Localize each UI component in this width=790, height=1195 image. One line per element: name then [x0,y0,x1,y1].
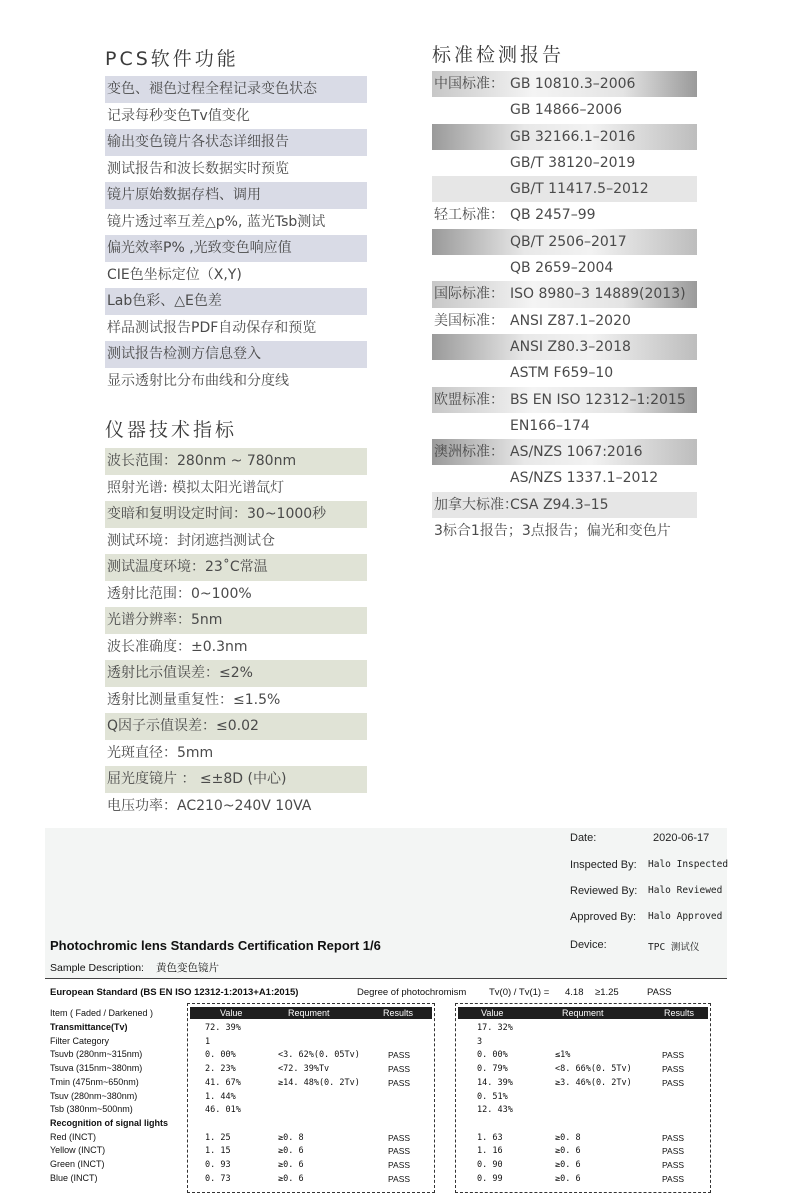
ratio-requirement: ≥1.25 [595,987,619,998]
cell-freq: ≥0. 6 [278,1146,304,1157]
cell-dres: PASS [662,1050,685,1061]
pcs-features-list [105,76,367,394]
cell-fv: 0. 73 [205,1173,231,1184]
standard-code: AS/NZS 1067:2016 [510,444,643,461]
pcs-feature-item: Lab色彩、△E色差 [105,288,367,315]
standard-code: CSA Z94.3–15 [510,496,609,513]
standard-row [432,387,697,413]
cell-dreq: ≥3. 46%(0. 2Tv) [555,1077,632,1088]
row-label: Tmin (475nm~650nm) [50,1076,139,1087]
ratio-value: 4.18 [565,987,584,998]
pcs-feature-item: 偏光效率P% ,光致变色响应值 [105,235,367,262]
item-header: Item ( Faded / Darkened ) [50,1008,154,1018]
cell-dres: PASS [662,1173,685,1184]
row-label: Red (INCT) [50,1131,97,1142]
spec-item: 波长范围：280nm ~ 780nm [105,448,367,475]
cell-fres: PASS [388,1132,411,1143]
pcs-feature-item: 测试报告和波长数据实时预览 [107,160,289,177]
standard-category: 欧盟标准： [434,391,504,408]
pcs-feature-item: 显示透射比分布曲线和分度线 [107,372,289,389]
standard-row [432,334,697,360]
cell-dv: 3 [477,1036,483,1047]
standard-category: 轻工标准： [434,207,504,224]
row-label: Blue (INCT) [50,1172,98,1183]
cell-dv: 12. 43% [477,1105,513,1116]
cell-fres: PASS [388,1064,411,1075]
standard-code: GB/T 38120–2019 [510,154,636,171]
standard-row [432,202,697,228]
cell-dv: 0. 51% [477,1091,508,1102]
cell-fv: 2. 23% [205,1064,236,1075]
cell-dv: 0. 00% [477,1050,508,1061]
standards-list [432,71,697,518]
cell-dres: PASS [662,1132,685,1143]
standard-code: GB 14866–2006 [510,102,623,119]
row-label: Green (INCT) [50,1159,105,1169]
cell-dres: PASS [662,1077,685,1088]
right-column [432,40,697,544]
cell-fres: PASS [388,1146,411,1157]
standard-code: BS EN ISO 12312–1:2015 [510,391,686,408]
spec-item: 透射比范围：0~100% [107,585,252,602]
spec-item: 测试环境：封闭遮挡测试仓 [107,532,275,549]
report-preview: Date: 2020-06-17 Inspected By: Halo Inspected Reviewed By: Halo Reviewed Approved By: Halo Approved Device: TPC 测试仪 Photochromic lens Standards Certification Report 1/6 Sample Description: 黄色变色镜片 European Standard (BS EN ISO 12312-1:2013+A1:2015) Degree of photochromism Tv(0) / Tv(1) = 4.18 ≥1.25 PASS Item ( Faded / Darkened ) Value Requment Results Value Requment Results Transmittance(Tv) 72. 39% 17. 32% Filter Category 1 3 Tsuvb (280nm~315nm) 0. 00% <3. 62%(0. 05Tv) PASS 0. 00% ≤1% PASS Tsuva (315nm~380nm) 2. 23% <72. 39%Tv PASS 0. 79% <8. 66%(0. 5Tv) PASS Tmin (475nm~650nm) 41. 67% ≥14. 48%(0. 2Tv) PASS 14. 39% ≥3. 46%(0. 2Tv) PASS Tsuv (280nm~380nm) 1. 44% 0. 51% Tsb (380nm~500nm) 46. 01% 12. 43% Recognition of signal lights Red (INCT) 1. 25 ≥0. 8 PASS 1. 63 ≥0. 8 PASS Yellow (INCT) 1. 15 ≥0. 6 PASS 1. 16 ≥0. 6 PASS Green (INCT) 0. 93 ≥0. 6 PASS 0. 90 ≥0. 6 PASS Blue (INCT) 0. 73 ≥0. 6 PASS 0. 99 ≥0. 6 PASS [45,828,727,1195]
cell-fres: PASS [388,1173,411,1184]
pcs-feature-item: 测试报告检测方信息登入 [105,341,367,368]
spec-item: 变暗和复明设定时间：30~1000秒 [105,501,367,528]
faded-header: Value Requment Results [190,1007,432,1019]
pcs-feature-item: 变色、褪色过程全程记录变色状态 [105,76,367,103]
standard-code: QB 2457–99 [510,207,596,224]
standard-row [432,229,697,255]
cell-fv: 1. 15 [205,1146,231,1157]
pcs-feature-item: CIE色坐标定位（X,Y) [107,266,242,283]
standard-code: GB/T 11417.5–2012 [510,181,649,198]
standard-code: ASTM F659–10 [510,365,614,382]
standard-row [432,255,697,281]
standard-row [432,124,697,150]
standard-code: QB/T 2506–2017 [510,233,627,250]
cell-freq: ≥0. 6 [278,1160,304,1170]
standard-row [432,308,697,334]
row-label: Tsuva (315nm~380nm) [50,1063,143,1074]
pcs-feature-item: 记录每秒变色Tv值变化 [107,107,250,124]
cell-fv: 1 [205,1036,211,1047]
row-label: Tsuvb (280nm~315nm) [50,1049,143,1060]
cell-freq: <3. 62%(0. 05Tv) [278,1050,360,1061]
standard-row [432,150,697,176]
ratio-result: PASS [647,987,672,998]
cell-fv: 72. 39% [205,1023,241,1033]
spec-item: 照射光谱: 模拟太阳光谱氙灯 [107,479,285,496]
standard-code: ANSI Z87.1–2020 [510,312,631,329]
left-column [105,44,367,819]
pcs-feature-item: 样品测试报告PDF自动保存和预览 [107,319,317,336]
specs-title: 仪器技术指标 [105,419,238,441]
cell-dv: 1. 16 [477,1146,503,1157]
standard-row [432,97,697,123]
standards-footer: 3标合1报告；3点报告；偏光和变色片 [434,523,671,540]
cell-dv: 17. 32% [477,1023,513,1033]
cell-freq: ≥0. 8 [278,1132,304,1143]
spec-item: 波长准确度：±0.3nm [107,638,248,655]
standard-category: 美国标准： [434,312,504,329]
cell-fres: PASS [388,1160,411,1170]
standards-title: 标准检测报告 [432,44,565,66]
cell-dv: 0. 79% [477,1064,508,1075]
row-label: Tsuv (280nm~380nm) [50,1090,138,1101]
cell-dreq: ≥0. 8 [555,1132,581,1143]
pcs-feature-item: 输出变色镜片各状态详细报告 [105,129,367,156]
pcs-feature-item: 镜片原始数据存档、调用 [105,182,367,209]
cell-fv: 41. 67% [205,1077,241,1088]
specs-list [105,448,367,819]
degree-label: Degree of photochromism [357,987,467,998]
ratio-label: Tv(0) / Tv(1) = [489,987,550,998]
spec-item: 透射比示值误差：≤2% [105,660,367,687]
cell-dreq: ≥0. 6 [555,1146,581,1157]
row-label: Filter Category [50,1035,110,1046]
spec-item: Q因子示值误差：≤0.02 [105,713,367,740]
results-table [45,1002,727,1195]
standard-row [432,71,697,97]
spec-item: 光斑直径：5mm [107,744,214,761]
standard-row [432,413,697,439]
spec-item: 透射比测量重复性：≤1.5% [107,691,281,708]
cell-dreq: <8. 66%(0. 5Tv) [555,1064,632,1075]
cell-fres: PASS [388,1050,411,1061]
standard-category: 加拿大标准： [434,496,518,513]
standard-row [432,465,697,491]
standard-category: 国际标准： [434,286,504,303]
report-title: Photochromic lens Standards Certification Report 1/6 [50,938,381,953]
cell-fv: 1. 44% [205,1091,236,1102]
standard-code: AS/NZS 1337.1–2012 [510,470,659,487]
standard-code: ANSI Z80.3–2018 [510,338,631,355]
standard-category: 中国标准： [434,76,504,92]
cell-dres: PASS [662,1064,685,1075]
spec-item: 光谱分辨率：5nm [105,607,367,634]
standard-code: GB 32166.1–2016 [510,128,636,145]
standard-row [432,439,697,465]
row-label: Recognition of signal lights [50,1117,168,1128]
standard-code: ISO 8980–3 14889(2013) [510,286,686,303]
cell-dres: PASS [662,1160,685,1170]
sample-description: Sample Description: 黄色变色镜片 [50,962,219,974]
spec-item: 屈光度镜片 ： ≤±8D (中心) [105,766,367,793]
standard-row [432,281,697,307]
standard-code: GB 10810.3–2006 [510,76,636,92]
standard-code: EN166–174 [510,417,590,434]
spec-item: 测试温度环境：23˚C常温 [105,554,367,581]
standard-code: QB 2659–2004 [510,260,614,277]
standard-row [432,176,697,202]
row-label: Transmittance(Tv) [50,1022,128,1032]
cell-dreq: ≥0. 6 [555,1173,581,1184]
cell-dv: 0. 99 [477,1173,503,1184]
cell-freq: ≥14. 48%(0. 2Tv) [278,1077,360,1088]
standard-row [432,360,697,386]
pcs-features-title: PCS软件功能 [105,48,239,70]
cell-dv: 1. 63 [477,1132,503,1143]
standard-row [432,492,697,518]
cell-fv: 0. 00% [205,1050,236,1061]
cell-dreq: ≥0. 6 [555,1160,581,1170]
cell-freq: ≥0. 6 [278,1173,304,1184]
standard-band [45,978,727,1002]
pcs-feature-item: 镜片透过率互差△p%, 蓝光Tsb测试 [107,213,326,230]
standard-name: European Standard (BS EN ISO 12312-1:2013+A1:2015) [50,987,299,998]
cell-fv: 1. 25 [205,1132,231,1143]
cell-fv: 46. 01% [205,1105,241,1116]
cell-fv: 0. 93 [205,1160,231,1170]
cell-freq: <72. 39%Tv [278,1064,330,1075]
cell-dv: 14. 39% [477,1077,513,1088]
spec-item: 电压功率：AC210~240V 10VA [107,797,312,814]
cell-fres: PASS [388,1077,411,1088]
row-label: Yellow (INCT) [50,1145,106,1156]
cell-dreq: ≤1% [555,1050,571,1061]
standard-category: 澳洲标准： [434,444,504,461]
cell-dres: PASS [662,1146,685,1157]
cell-dv: 0. 90 [477,1160,503,1170]
darkened-header: Value Requment Results [458,1007,708,1019]
row-label: Tsb (380nm~500nm) [50,1104,133,1115]
